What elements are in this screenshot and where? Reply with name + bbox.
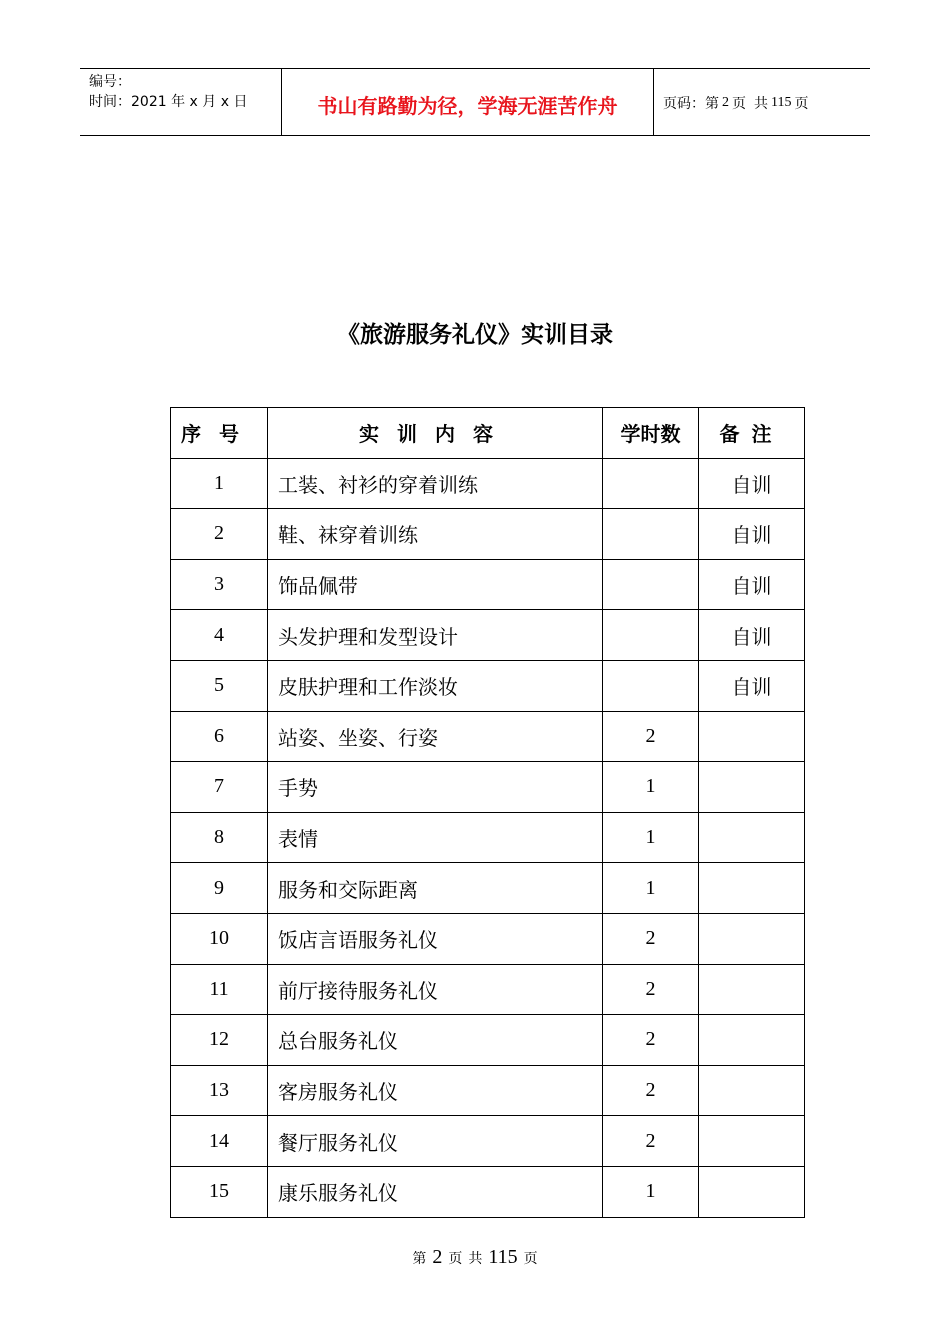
- row-no: 15: [171, 1166, 268, 1217]
- row-no: 1: [171, 458, 268, 509]
- table-body: [171, 458, 805, 1217]
- row-content: 站姿、坐姿、行姿: [268, 711, 603, 762]
- row-hours: 2: [603, 1116, 699, 1167]
- row-notes: 自训: [699, 509, 805, 560]
- row-no: 5: [171, 660, 268, 711]
- page-prefix: 页码：第: [663, 96, 719, 112]
- header-page-info: [654, 69, 870, 135]
- row-content: 前厅接待服务礼仪: [268, 964, 603, 1015]
- row-no: 11: [171, 964, 268, 1015]
- row-notes: [699, 812, 805, 863]
- row-hours: 1: [603, 762, 699, 813]
- row-content: 头发护理和发型设计: [268, 610, 603, 661]
- table-row: [171, 762, 805, 813]
- row-content: 皮肤护理和工作淡妆: [268, 660, 603, 711]
- table-row: [171, 559, 805, 610]
- row-notes: 自训: [699, 458, 805, 509]
- row-hours: [603, 509, 699, 560]
- header-no: 序号: [171, 408, 268, 459]
- footer-total-prefix: 共: [468, 1251, 483, 1267]
- row-notes: [699, 1015, 805, 1066]
- table-row: [171, 964, 805, 1015]
- time-label: 时间：2021 年 x 月 x 日: [89, 94, 248, 110]
- row-hours: [603, 458, 699, 509]
- row-content: 服务和交际距离: [268, 863, 603, 914]
- row-content: 饭店言语服务礼仪: [268, 913, 603, 964]
- row-notes: [699, 762, 805, 813]
- page-total: 115: [771, 95, 792, 110]
- row-no: 13: [171, 1065, 268, 1116]
- row-no: 9: [171, 863, 268, 914]
- row-no: 3: [171, 559, 268, 610]
- row-content: 工装、衬衫的穿着训练: [268, 458, 603, 509]
- row-notes: [699, 913, 805, 964]
- table-row: [171, 1015, 805, 1066]
- row-hours: 1: [603, 812, 699, 863]
- page-suffix: 页: [794, 96, 809, 112]
- row-no: 4: [171, 610, 268, 661]
- row-hours: 1: [603, 863, 699, 914]
- document-title: 《旅游服务礼仪》实训目录: [337, 322, 613, 348]
- page-header: [80, 68, 870, 136]
- row-no: 2: [171, 509, 268, 560]
- table-row: [171, 458, 805, 509]
- row-no: 6: [171, 711, 268, 762]
- table-row: [171, 913, 805, 964]
- table-header-row: [171, 408, 805, 459]
- row-content: 餐厅服务礼仪: [268, 1116, 603, 1167]
- header-meta: [80, 69, 282, 135]
- table-row: [171, 1166, 805, 1217]
- header-notes: 备注: [699, 408, 805, 459]
- row-hours: 2: [603, 913, 699, 964]
- footer-total: 115: [488, 1246, 518, 1268]
- row-content: 鞋、袜穿着训练: [268, 509, 603, 560]
- row-content: 表情: [268, 812, 603, 863]
- header-content: 实训内容: [268, 408, 603, 459]
- header-motto: 书山有路勤为径，学海无涯苦作舟: [282, 69, 654, 135]
- table-row: [171, 812, 805, 863]
- row-notes: [699, 1065, 805, 1116]
- table-row: [171, 1065, 805, 1116]
- footer-mid: 页: [448, 1251, 463, 1267]
- serial-label: 编号：: [89, 74, 131, 90]
- row-no: 10: [171, 913, 268, 964]
- row-notes: 自训: [699, 610, 805, 661]
- row-notes: [699, 711, 805, 762]
- footer-suffix: 页: [523, 1251, 538, 1267]
- row-hours: 2: [603, 1065, 699, 1116]
- row-no: 14: [171, 1116, 268, 1167]
- row-no: 8: [171, 812, 268, 863]
- training-table: [170, 407, 805, 1218]
- row-content: 手势: [268, 762, 603, 813]
- row-hours: 2: [603, 1015, 699, 1066]
- row-hours: 1: [603, 1166, 699, 1217]
- row-content: 康乐服务礼仪: [268, 1166, 603, 1217]
- table-row: [171, 610, 805, 661]
- row-content: 总台服务礼仪: [268, 1015, 603, 1066]
- page-total-prefix: 共: [754, 96, 768, 112]
- footer-current: 2: [432, 1246, 443, 1268]
- row-no: 12: [171, 1015, 268, 1066]
- row-notes: [699, 1116, 805, 1167]
- table-row: [171, 711, 805, 762]
- page-current: 2: [722, 95, 729, 110]
- page-mid: 页: [732, 96, 746, 112]
- row-notes: 自训: [699, 660, 805, 711]
- table-row: [171, 509, 805, 560]
- row-hours: 2: [603, 711, 699, 762]
- row-content: 饰品佩带: [268, 559, 603, 610]
- row-notes: 自训: [699, 559, 805, 610]
- row-notes: [699, 964, 805, 1015]
- table-row: [171, 863, 805, 914]
- row-hours: [603, 559, 699, 610]
- page-footer: [0, 1246, 950, 1269]
- table-row: [171, 1116, 805, 1167]
- row-hours: 2: [603, 964, 699, 1015]
- row-notes: [699, 863, 805, 914]
- footer-prefix: 第: [412, 1251, 427, 1267]
- header-hours: 学时数: [603, 408, 699, 459]
- row-hours: [603, 660, 699, 711]
- table-row: [171, 660, 805, 711]
- row-content: 客房服务礼仪: [268, 1065, 603, 1116]
- row-no: 7: [171, 762, 268, 813]
- row-notes: [699, 1166, 805, 1217]
- row-hours: [603, 610, 699, 661]
